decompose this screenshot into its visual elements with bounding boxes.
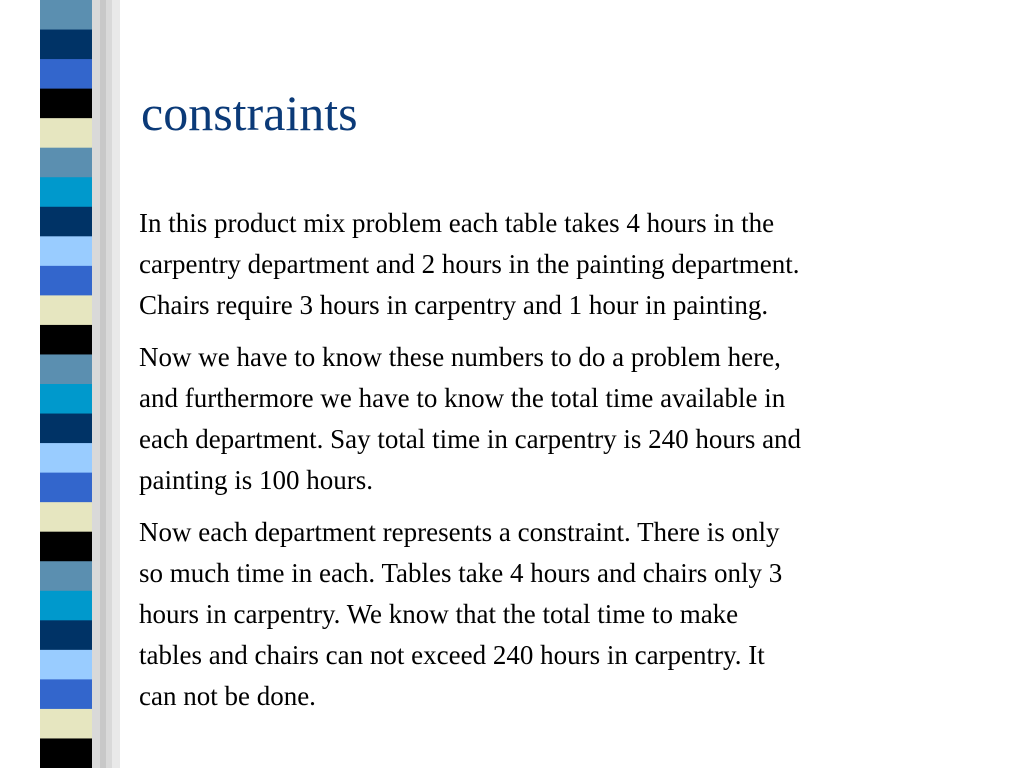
stripe-block xyxy=(40,709,92,739)
stripe-block xyxy=(40,266,92,296)
paragraph-2 xyxy=(139,337,999,501)
stripe-block xyxy=(40,148,92,178)
stripe-block xyxy=(40,620,92,650)
paragraph-1 xyxy=(139,203,999,326)
paragraph-line: tables and chairs can not exceed 240 hours in carpentry. It xyxy=(139,640,765,670)
paragraph-line: can not be done. xyxy=(139,681,316,711)
paragraph-line: Chairs require 3 hours in carpentry and 1 hour in painting. xyxy=(139,290,769,320)
stripe-block xyxy=(40,59,92,89)
paragraph-line: carpentry department and 2 hours in the painting department. xyxy=(139,249,800,279)
stripe-block xyxy=(40,650,92,680)
paragraph-line: painting is 100 hours. xyxy=(139,465,373,495)
paragraph-line: so much time in each. Tables take 4 hours and chairs only 3 xyxy=(139,558,783,588)
stripe-block xyxy=(40,473,92,503)
paragraph-line: In this product mix problem each table takes 4 hours in the xyxy=(139,208,775,238)
paragraph-line: Now each department represents a constraint. There is only xyxy=(139,517,780,547)
stripe-block xyxy=(40,384,92,414)
stripe-block xyxy=(40,0,92,30)
stripe-block xyxy=(40,414,92,444)
stripe-block xyxy=(40,89,92,119)
decorative-side-stripe xyxy=(0,0,120,768)
paragraph-line: hours in carpentry. We know that the total time to make xyxy=(139,599,739,629)
stripe-block xyxy=(40,207,92,237)
paragraph-line: each department. Say total time in carpentry is 240 hours and xyxy=(139,424,802,454)
stripe-block xyxy=(40,177,92,207)
stripe-block xyxy=(40,236,92,266)
stripe-block xyxy=(40,295,92,325)
slide-title: constraints xyxy=(141,85,358,141)
stripe-block xyxy=(40,354,92,384)
paragraph-3 xyxy=(139,512,999,717)
stripe-block xyxy=(40,561,92,591)
stripe-block xyxy=(40,532,92,562)
stripe-block xyxy=(40,679,92,709)
slide-body xyxy=(139,203,999,728)
paragraph-line: Now we have to know these numbers to do a problem here, xyxy=(139,342,781,372)
stripe-block xyxy=(40,118,92,148)
stripe-block xyxy=(40,325,92,355)
stripe-block xyxy=(40,502,92,532)
stripe-block xyxy=(40,738,92,768)
stripe-block xyxy=(40,30,92,60)
stripe-block xyxy=(40,443,92,473)
paragraph-line: and furthermore we have to know the total time available in xyxy=(139,383,786,413)
stripe-block xyxy=(40,591,92,621)
